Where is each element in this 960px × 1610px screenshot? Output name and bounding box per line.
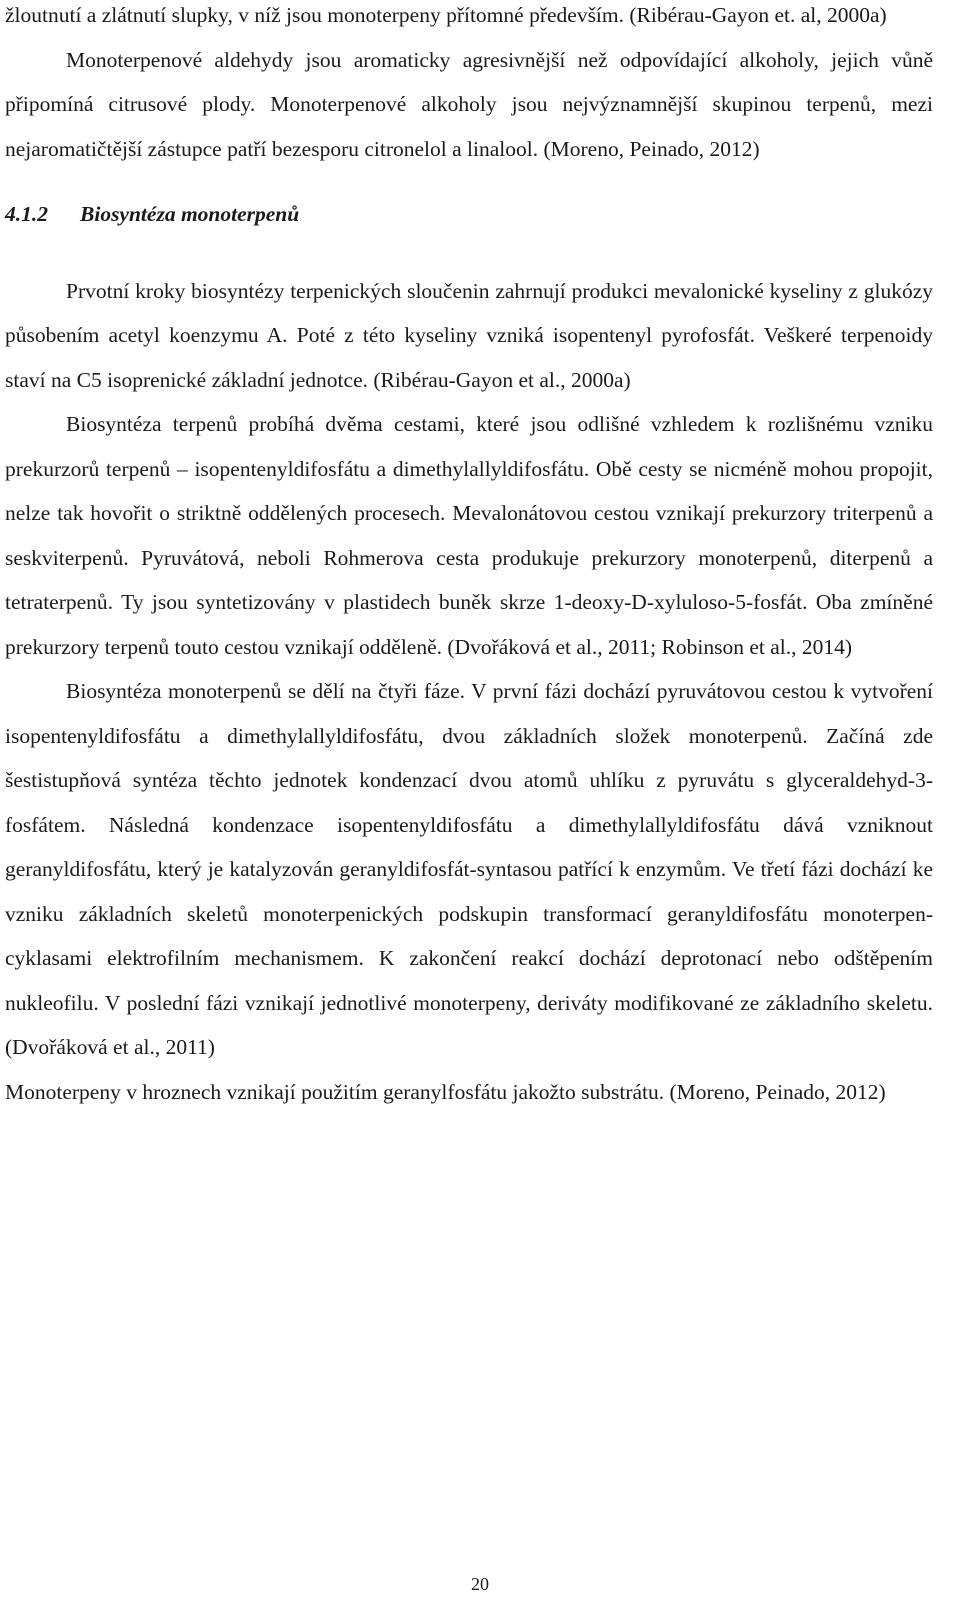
section-title: Biosyntéza monoterpenů [80,202,300,226]
heading-spacer [5,237,933,269]
document-page [5,0,933,1114]
section-number: 4.1.2 [5,202,48,226]
page-number: 20 [471,1574,489,1594]
section-heading [5,192,933,237]
paragraph-monoterpene-aldehydes: Monoterpenové aldehydy jsou aromaticky agresivnější než odpovídající alkoholy, jejich vůně připomíná citrusové plody. Monoterpenové alkoholy jsou nejvýznamnější skupinou terpenů, mezi nejaromatičtější zástupce patří bezesporu citronelol a linalool. (Moreno, Peinado, 2012) [5,47,933,161]
paragraph-biosynthesis-phases: Biosyntéza monoterpenů se dělí na čtyři fáze. V první fázi dochází pyruvátovou cestou k vytvoření isopentenyldifosfátu a dimethylallyldifosfátu, dvou základních složek monoterpenů. Začíná zde šestistupňová syntéza těchto jednotek kondenzací dvou atomů uhlíku z pyruvátu s glyceraldehyd-3-fosfátem. Následná kondenzace isopentenyldifosfátu a dimethylallyldifosfátu dává vzniknout geranyldifosfátu, který je katalyzován geranyldifosfát-syntasou patřící k enzymům. Ve třetí fázi dochází ke vzniku základních skeletů monoterpenických podskupin transformací geranyldifosfátu monoterpen-cyklasami elektrofilním mechanismem. K zakončení reakcí dochází deprotonací nebo odštěpením nukleofilu. V poslední fázi vznikají jednotlivé monoterpeny, deriváty modifikované ze základního skeletu. (Dvořáková et al., 2011) [5,679,933,1059]
paragraph-monoterpenes-in-grapes: Monoterpeny v hroznech vznikají použitím geranylfosfátu jakožto substrátu. (Moreno, Peinado, 2012) [5,1079,886,1104]
paragraph-intro-continued: žloutnutí a zlátnutí slupky, v níž jsou monoterpeny přítomné především. (Ribérau-Gayon et. al, 2000a) [5,3,887,27]
paragraph-biosynthesis-first-steps: Prvotní kroky biosyntézy terpenických sloučenin zahrnují produkci mevalonické kyseliny z glukózy působením acetyl koenzymu A. Poté z této kyseliny vzniká isopentenyl pyrofosfát. Veškeré terpenoidy staví na C5 isoprenické základní jednotce. (Ribérau-Gayon et al., 2000a) [5,278,933,392]
paragraph-biosynthesis-pathways: Biosyntéza terpenů probíhá dvěma cestami, které jsou odlišné vzhledem k rozlišnému vzniku prekurzorů terpenů – isopentenyldifosfátu a dimethylallyldifosfátu. Obě cesty se nicméně mohou propojit, nelze tak hovořit o striktně oddělených procesech. Mevalonátovou cestou vznikají prekurzory triterpenů a seskviterpenů. Pyruvátová, neboli Rohmerova cesta produkuje prekurzory monoterpenů, diterpenů a tetraterpenů. Ty jsou syntetizovány v plastidech buněk skrze 1-deoxy-D-xylulosо-5-fosfát. Oba zmíněné prekurzory terpenů touto cestou vznikají odděleně. (Dvořáková et al., 2011; Robinson et al., 2014) [5,412,933,659]
